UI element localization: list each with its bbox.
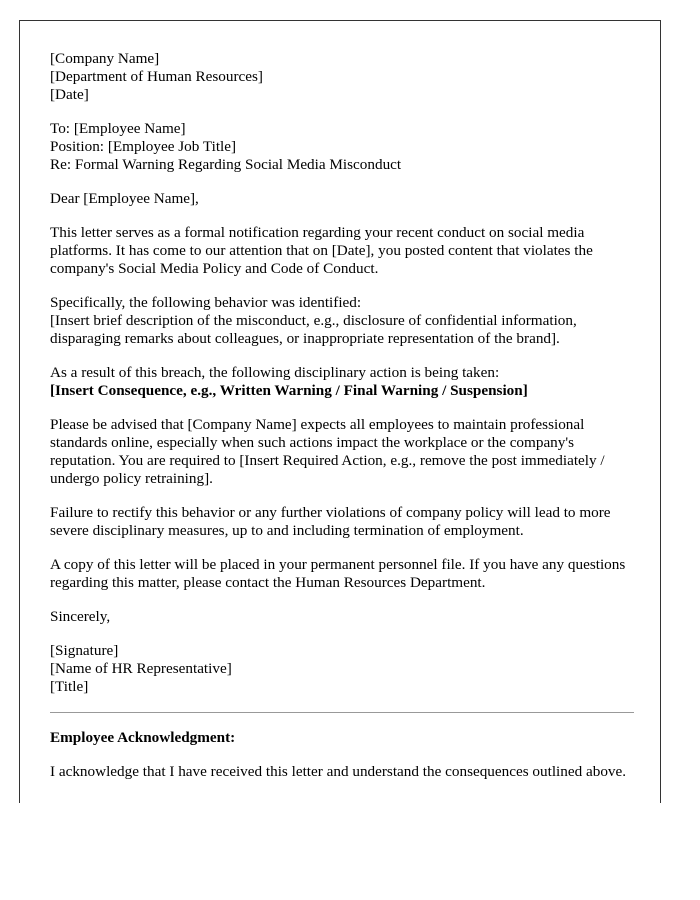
department-name: [Department of Human Resources]: [50, 68, 263, 85]
letter-date: [Date]: [50, 86, 89, 103]
subject-line: Re: Formal Warning Regarding Social Media Misconduct: [50, 156, 402, 173]
hr-representative-name: [Name of HR Representative]: [50, 660, 232, 677]
recipient-to: To: [Employee Name]: [50, 120, 186, 137]
letter-content: [50, 50, 634, 797]
acknowledgment-heading: Employee Acknowledgment:: [50, 729, 236, 746]
section-divider: [50, 712, 634, 713]
recipient-block: [50, 120, 634, 174]
hr-representative-title: [Title]: [50, 678, 89, 695]
behavior-heading: Specifically, the following behavior was identified:: [50, 294, 362, 311]
action-detail: [Insert Consequence, e.g., Written Warning / Final Warning / Suspension]: [50, 382, 528, 399]
closing: Sincerely,: [50, 608, 111, 625]
acknowledgment-text: I acknowledge that I have received this letter and understand the consequences outlined above.: [50, 763, 627, 780]
letter-page: [19, 20, 661, 803]
signature-block: [50, 642, 634, 696]
recipient-position: Position: [Employee Job Title]: [50, 138, 237, 155]
company-name: [Company Name]: [50, 50, 160, 67]
failure-paragraph: Failure to rectify this behavior or any further violations of company policy will lead to more severe disciplinary measures, up to and including termination of employment.: [50, 504, 611, 539]
action-heading: As a result of this breach, the following disciplinary action is being taken:: [50, 364, 500, 381]
salutation: Dear [Employee Name],: [50, 190, 199, 207]
action-paragraph: [50, 364, 634, 400]
expectations-paragraph: Please be advised that [Company Name] expects all employees to maintain professional standards online, especially when such actions impact the workplace or the company's reputation. You are required to [Insert Required Action, e.g., remove the post immediately / undergo policy retraining].: [50, 416, 605, 487]
record-paragraph: A copy of this letter will be placed in your permanent personnel file. If you have any questions regarding this matter, please contact the Human Resources Department.: [50, 556, 626, 591]
behavior-detail: [Insert brief description of the misconduct, e.g., disclosure of confidential information, disparaging remarks about colleagues, or inappropriate representation of the brand].: [50, 312, 577, 347]
signature-placeholder: [Signature]: [50, 642, 119, 659]
behavior-paragraph: [50, 294, 634, 348]
letter-header: [50, 50, 634, 104]
intro-paragraph: This letter serves as a formal notification regarding your recent conduct on social media platforms. It has come to our attention that on [Date], you posted content that violates the company's Social Media Policy and Code of Conduct.: [50, 224, 593, 277]
